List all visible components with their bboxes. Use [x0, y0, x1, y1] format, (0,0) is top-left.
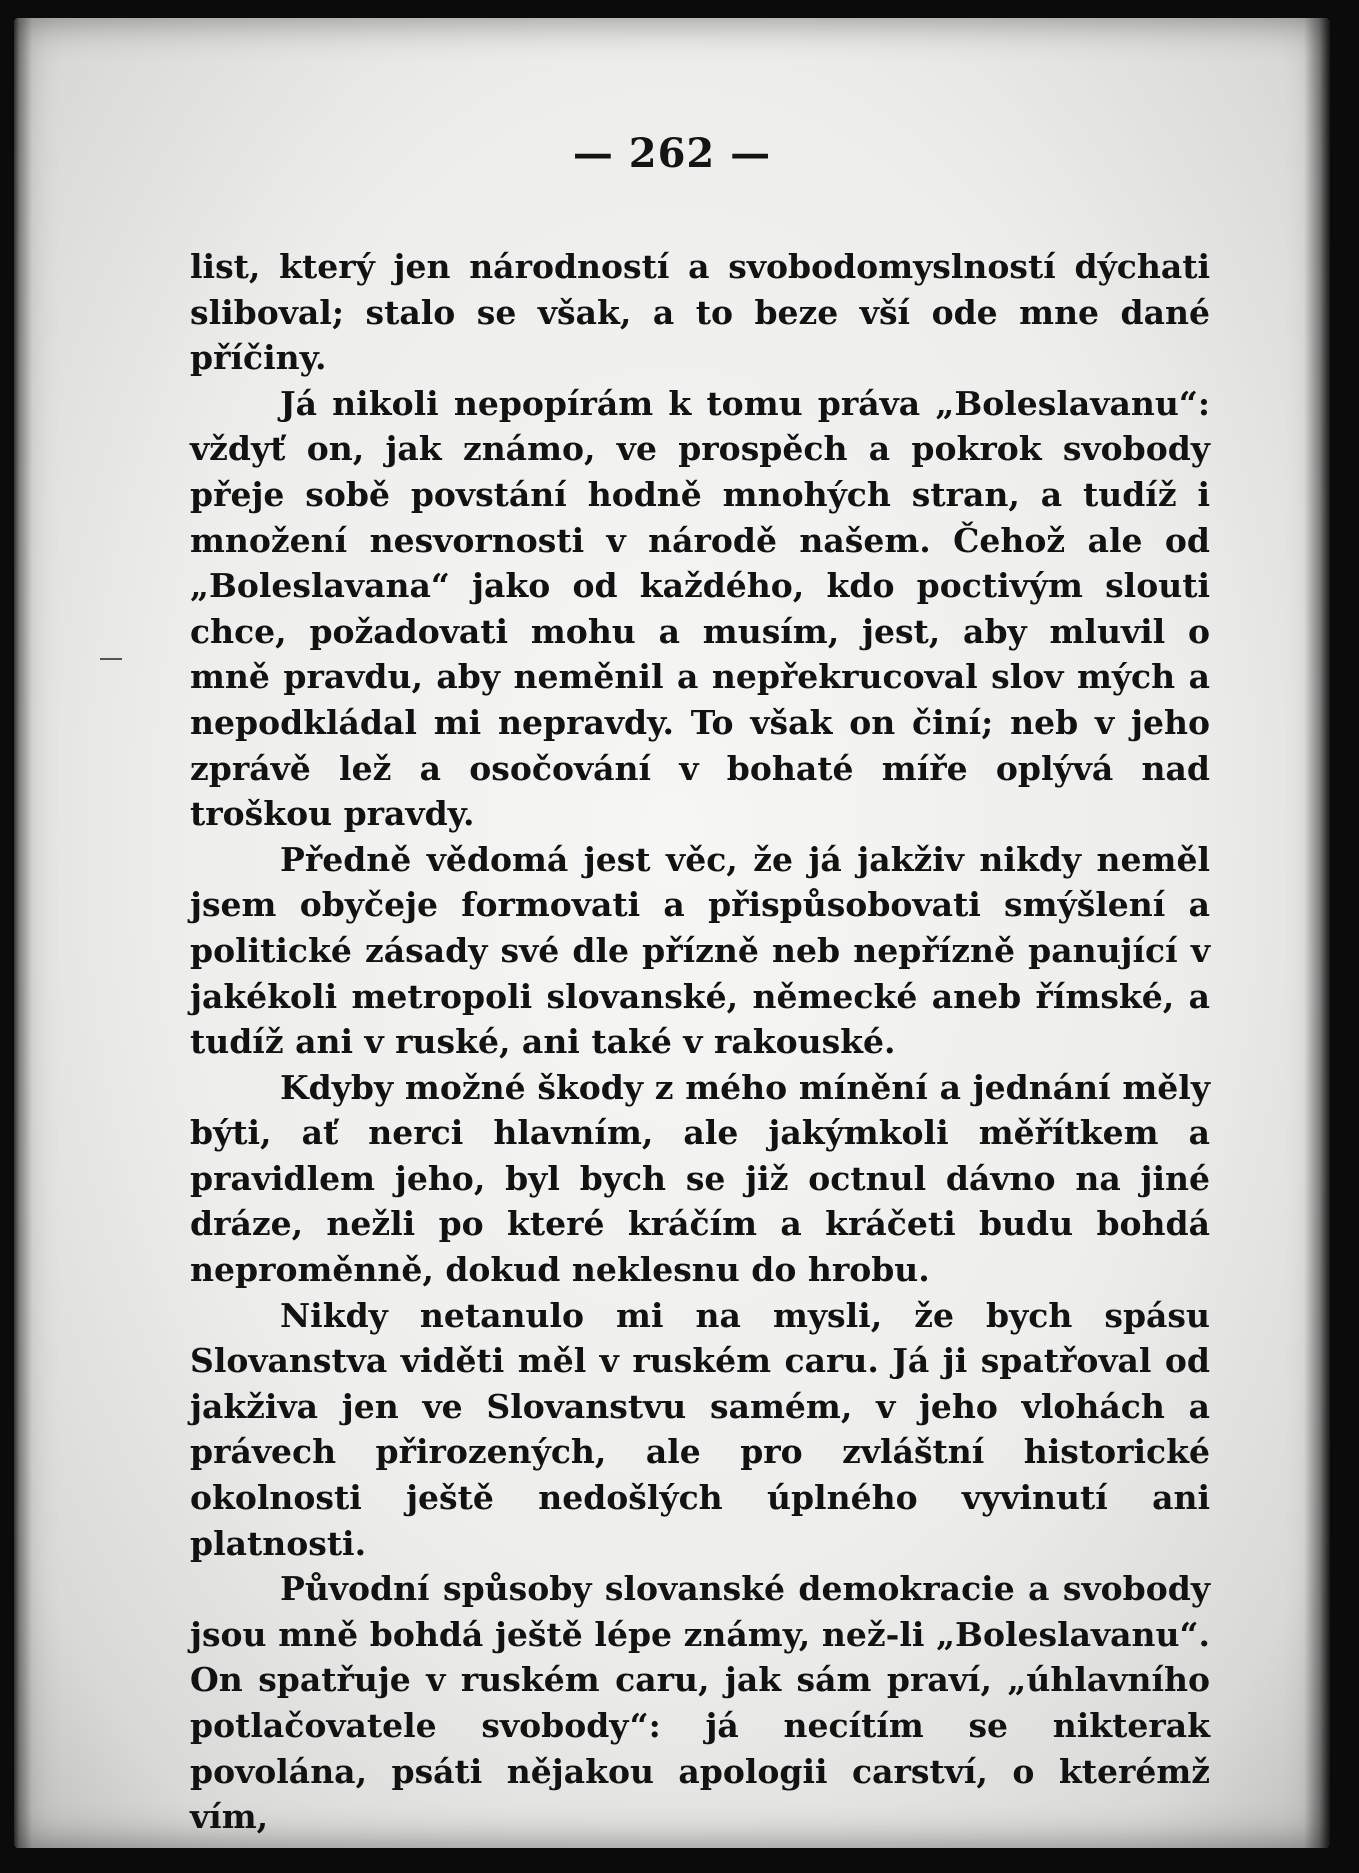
paragraph-2: Já nikoli nepopírám k tomu práva „Boleslavanu“: vždyť on, jak známo, ve prospěch a pokrok svobody přeje sobě povstání hodně mnohých stran, a tudíž i množení nesvornosti v národě našem. Čehož ale od „Boleslavana“ jako od každého, kdo poctivým slouti chce, požadovati mohu a musím, jest, aby mluvil o mně pravdu, aby neměnil a nepřekrucoval slov mých a nepodkládal mi nepravdy. To však on činí; neb v jeho zprávě lež a osočování v bohaté míře oplývá nad troškou pravdy. [190, 383, 1210, 834]
left-shadow [14, 18, 32, 1848]
paragraph-4: Kdyby možné škody z mého mínění a jednání měly býti, ať nerci hlavním, ale jakýmkoli měřítkem a pravidlem jeho, byl bych se již octnul dávno na jiné dráze, nežli po které kráčím a kráčeti budu bohdá neproměnně, dokud neklesnu do hrobu. [190, 1067, 1210, 1290]
paper-sheet [14, 18, 1330, 1848]
right-shadow [1304, 18, 1330, 1848]
margin-mark [100, 658, 122, 660]
paragraph-5: Nikdy netanulo mi na mysli, že bych spásu Slovanstva viděti měl v ruském caru. Já ji spatřoval od jakživa jen ve Slovanstvu samém, v jeho vlohách a právech přirozených, ale pro zvláštní historické okolnosti ještě nedošlých úplného vyvinutí ani platnosti. [190, 1295, 1210, 1563]
paragraph-1: list, který jen národností a svobodomyslností dýchati sliboval; stalo se však, a to beze vší ode mne dané příčiny. [190, 247, 1210, 378]
page-number: — 262 — [572, 130, 772, 177]
paragraph-3: Předně vědomá jest věc, že já jakživ nikdy neměl jsem obyčeje formovati a přispůsobovati smýšlení a politické zásady své dle přízně neb nepřízně panující v jakékoli metropoli slovanské, německé aneb římské, a tudíž ani v ruské, ani také v rakouské. [190, 839, 1210, 1062]
body-text [190, 244, 1210, 1840]
paragraph-6: Původní spůsoby slovanské demokracie a svobody jsou mně bohdá ještě lépe známy, než-li „Boleslavanu“. On spatřuje v ruském caru, jak sám praví, „úhlavního potlačovatele svobody“: já necítím se nikterak povolána, psáti nějakou apologii carství, o kterémž vím, [190, 1569, 1210, 1837]
